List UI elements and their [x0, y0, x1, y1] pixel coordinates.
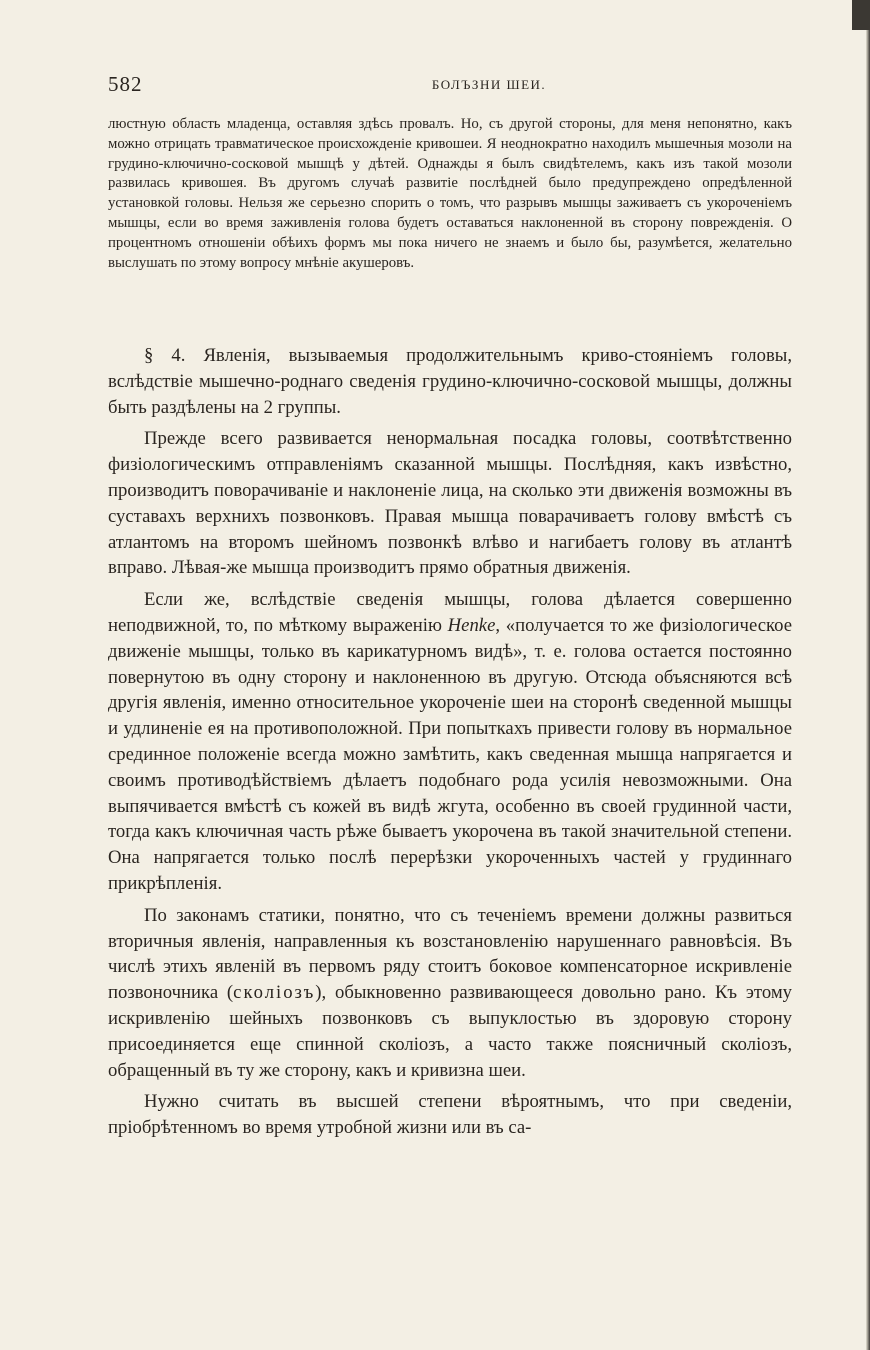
note-paragraph: люстную область младенца, оставляя здѣсь провалъ. Но, съ другой стороны, для меня непонятно, какъ можно отрицать травматическое происхожденіе кривошеи. Я неоднократно находилъ мышечныя мозоли на грудино-ключично-сосковой мышцѣ у дѣтей. Однажды я былъ свидѣтелемъ, какъ изъ такой мозоли развилась кривошея. Въ другомъ случаѣ развитіе послѣдней было предупреждено опредѣленной установкой головы. Нельзя же серьезно спорить о томъ, что разрывъ мышцы заживаетъ съ укороченіемъ мышцы, если во время заживленія голова будетъ оставаться наклоненной въ сторону поврежденія. О процентномъ отношеніи обѣихъ формъ мы пока ничего не знаемъ и было бы, разумѣется, желательно выслушать по этому вопросу мнѣніе акушеровъ.: [108, 116, 792, 271]
main-text: [108, 343, 792, 1147]
footnote-continuation: [108, 115, 792, 273]
term-scoliosis: сколіозъ: [233, 982, 316, 1004]
page-header: [108, 72, 790, 98]
paragraph-final: Нужно считать въ высшей степени вѣроятнымъ, что при сведеніи, пріобрѣтенномъ во время утробной жизни или въ са-: [108, 1091, 792, 1139]
running-head: БОЛЪЗНИ ШЕИ.: [431, 77, 547, 92]
paragraph-section-4: § 4. Явленія, вызываемыя продолжительнымъ криво-стояніемъ головы, вслѣдствіе мышечно-роднаго сведенія грудино-ключично-сосковой мышцы, должны быть раздѣлены на 2 группы.: [108, 345, 792, 418]
page-edge-shadow: [866, 0, 870, 1350]
paragraph-head-posture: Прежде всего развивается ненормальная посадка головы, соотвѣтственно физіологическимъ отправленіямъ сказанной мышцы. Послѣдняя, какъ извѣстно, производитъ поворачиваніе и наклоненіе лица, на сколько эти движенія возможны въ суставахъ верхнихъ позвонковъ. Правая мышца поварачиваетъ голову вмѣстѣ съ атлантомъ на второмъ шейномъ позвонкѣ влѣво и нагибаетъ голову въ атлантѣ вправо. Лѣвая-же мышца производитъ прямо обратныя движенія.: [108, 428, 792, 579]
paragraph-henke: [108, 587, 792, 897]
paragraph-statics-rest: ), обыкновенно развивающееся довольно рано. Къ этому искривленію шейныхъ позвонковъ съ выпуклостью въ здоровую сторону присоединяется еще спинной сколіозъ, а часто также поясничный сколіозъ, обращенный въ ту же сторону, какъ и кривизна шеи.: [108, 982, 793, 1081]
paragraph-henke-rest: , «получается то же физіологическое движеніе мышцы, только въ карикатурномъ видѣ», т. е. голова остается постоянно повернутою въ одну сторону и наклоненною въ другую. Отсюда объясняются всѣ другія явленія, именно относительное укороченіе шеи на сторонѣ сведенной мышцы и удлиненіе ея на противоположной. При попыткахъ привести голову въ нормальное срединное положеніе всегда можно замѣтить, какъ сведенная мышца напрягается и своимъ противодѣйствіемъ дѣлаетъ подобнаго рода усилія невозможными. Она выпячивается вмѣстѣ съ кожей въ видѣ жгута, особенно въ своей грудинной части, тогда какъ ключичная часть рѣже бываетъ укорочена въ такой значительной степени. Она напрягается только послѣ перерѣзки укороченныхъ частей у грудиннаго прикрѣпленія.: [108, 614, 792, 894]
paragraph-henke-start: Если же, вслѣдствіе сведенія мышцы, голова дѣлается совершенно неподвижной, то, по мѣткому выраженію: [108, 589, 792, 636]
page-number: 582: [108, 72, 143, 96]
page-corner-shadow: [852, 0, 870, 30]
paragraph-statics: [108, 903, 792, 1084]
author-name-henke: Henke: [447, 614, 496, 636]
paragraph-statics-start: По законамъ статики, понятно, что съ теченіемъ времени должны развиться вторичныя явленія, направленныя къ возстановленію нарушеннаго равновѣсія. Въ числѣ этихъ явленій въ первомъ ряду стоитъ боковое компенсаторное искривленіе позвоночника (: [108, 904, 792, 1004]
